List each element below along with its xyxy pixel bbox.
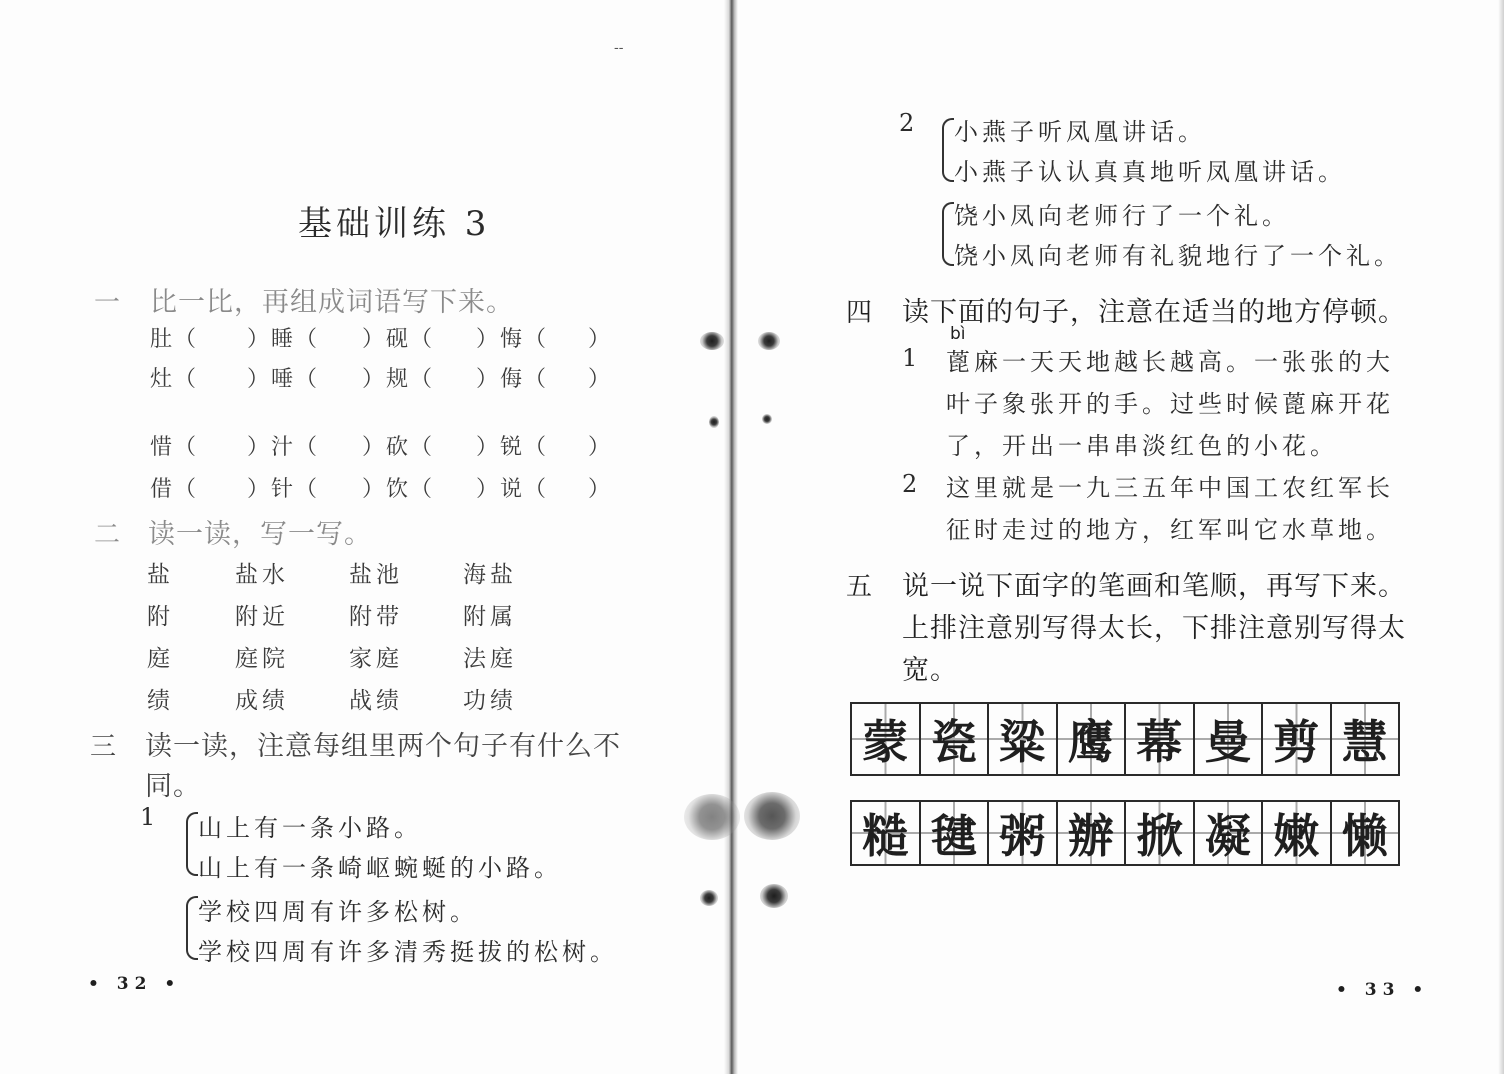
word-pair-cell: ）锐（	[476, 435, 549, 460]
binding-hole	[700, 890, 718, 906]
word: 绩	[147, 688, 174, 714]
word-pair-cell: 灶（	[150, 367, 199, 392]
section1-number: 一	[94, 288, 121, 318]
page-number: • 33 •	[1336, 980, 1430, 1000]
character-cell: 慧	[1332, 704, 1399, 774]
section2-instruction: 读一读，写一写。	[148, 519, 372, 550]
word-pair-cell: ）针（	[247, 477, 320, 502]
right-page	[736, 0, 1504, 1074]
word-pair-cell: 惜（	[150, 435, 199, 460]
word-pair-cell: ）砚（	[362, 327, 435, 352]
word-pair-cell: ）睡（	[247, 327, 320, 352]
word-pair-cell: 肚（	[150, 327, 199, 352]
sentence-line: 这里就是一九三五年中国工农红军长	[946, 474, 1394, 502]
section5-number: 五	[846, 572, 873, 602]
word-pair-cell: ）砍（	[362, 435, 435, 460]
sentence: 学校四周有许多清秀挺拔的松树。	[198, 938, 618, 966]
word-pair-cell: ）	[588, 367, 613, 392]
character-cell: 懒	[1332, 802, 1399, 864]
word-pair-cell: ）规（	[362, 367, 435, 392]
binding-hole	[760, 884, 788, 908]
binding-hole	[758, 332, 780, 350]
character-cell: 毽	[921, 802, 990, 864]
word-pair-cell: ）悔（	[476, 327, 549, 352]
character-cell: 瓷	[921, 704, 990, 774]
word-pair-cell: ）	[588, 435, 613, 460]
sentence: 学校四周有许多松树。	[198, 898, 478, 926]
section2-number: 二	[94, 520, 121, 550]
sentence: 山上有一条小路。	[198, 814, 422, 842]
section3-number: 三	[90, 732, 117, 762]
character-cell: 辦	[1058, 802, 1127, 864]
character-grid-bottom	[850, 800, 1400, 866]
section3-instruction-line1: 读一读，注意每组里两个句子有什么不	[145, 731, 621, 762]
brace	[186, 812, 198, 876]
brace	[942, 202, 954, 266]
brace	[942, 118, 954, 182]
item-number: 1	[140, 803, 160, 831]
section5-line: 说一说下面字的笔画和笔顺，再写下来。	[902, 571, 1406, 602]
binding-hole	[684, 794, 740, 840]
character-cell: 曼	[1195, 704, 1264, 774]
word: 盐水	[235, 562, 289, 588]
word: 附带	[349, 604, 403, 630]
character-cell: 糙	[852, 802, 921, 864]
word: 法庭	[463, 646, 517, 672]
left-page	[0, 0, 730, 1074]
character-cell: 剪	[1263, 704, 1332, 774]
word: 海盐	[463, 562, 517, 588]
page-edge	[1498, 0, 1504, 1074]
word-pair-cell: ）侮（	[476, 367, 549, 392]
word: 庭院	[235, 646, 289, 672]
character-cell: 鹰	[1058, 704, 1127, 774]
sentence: 饶小凤向老师行了一个礼。	[954, 202, 1290, 230]
word: 战绩	[349, 688, 403, 714]
character-cell: 幕	[1126, 704, 1195, 774]
page-title: 基础训练 3	[298, 204, 491, 244]
sentence: 小燕子认认真真地听凤凰讲话。	[954, 158, 1346, 186]
binding-hole	[700, 332, 724, 350]
word-pair-cell: 借（	[150, 477, 199, 502]
section1-instruction: 比一比，再组成词语写下来。	[150, 287, 514, 318]
pinyin-annotation: bì	[950, 324, 966, 344]
section4-instruction: 读下面的句子，注意在适当的地方停顿。	[902, 297, 1406, 328]
word: 盐	[147, 562, 174, 588]
character-cell: 掀	[1126, 802, 1195, 864]
binding-hole	[744, 792, 800, 840]
word: 附	[147, 604, 174, 630]
character-cell: 粱	[989, 704, 1058, 774]
word-pair-cell: ）唾（	[247, 367, 320, 392]
section4-number: 四	[846, 298, 873, 328]
section3-instruction-line2: 同。	[145, 771, 201, 802]
section5-line: 宽。	[902, 655, 958, 686]
sentence-line: 蓖麻一天天地越长越高。一张张的大	[946, 348, 1394, 376]
sentence: 饶小凤向老师有礼貌地行了一个礼。	[954, 242, 1402, 270]
top-mark: --	[614, 40, 624, 56]
word-pair-cell: ）说（	[476, 477, 549, 502]
character-cell: 凝	[1195, 802, 1264, 864]
word: 附属	[463, 604, 517, 630]
word: 附近	[235, 604, 289, 630]
word: 功绩	[463, 688, 517, 714]
sentence: 山上有一条崎岖蜿蜒的小路。	[198, 854, 562, 882]
sentence: 小燕子听凤凰讲话。	[954, 118, 1206, 146]
word-pair-cell: ）饮（	[362, 477, 435, 502]
word-pair-cell: ）汁（	[247, 435, 320, 460]
sentence-line: 叶子象张开的手。过些时候蓖麻开花	[946, 390, 1394, 418]
character-cell: 蒙	[852, 704, 921, 774]
word-pair-cell: ）	[588, 327, 613, 352]
item-number: 2	[902, 470, 922, 498]
word: 庭	[147, 646, 174, 672]
word: 盐池	[349, 562, 403, 588]
sentence-line: 了，开出一串串淡红色的小花。	[946, 432, 1338, 460]
binding-hole	[762, 414, 772, 424]
page-number: • 32 •	[88, 974, 182, 994]
word: 成绩	[235, 688, 289, 714]
section5-line: 上排注意别写得太长，下排注意别写得太	[902, 613, 1406, 644]
item-number: 2	[899, 109, 919, 137]
item-number: 1	[902, 344, 922, 372]
character-grid-top	[850, 702, 1400, 776]
brace	[186, 896, 198, 960]
binding-hole	[709, 416, 719, 428]
character-cell: 粥	[989, 802, 1058, 864]
character-cell: 嫩	[1263, 802, 1332, 864]
sentence-line: 征时走过的地方，红军叫它水草地。	[946, 516, 1394, 544]
word: 家庭	[349, 646, 403, 672]
word-pair-cell: ）	[588, 477, 613, 502]
